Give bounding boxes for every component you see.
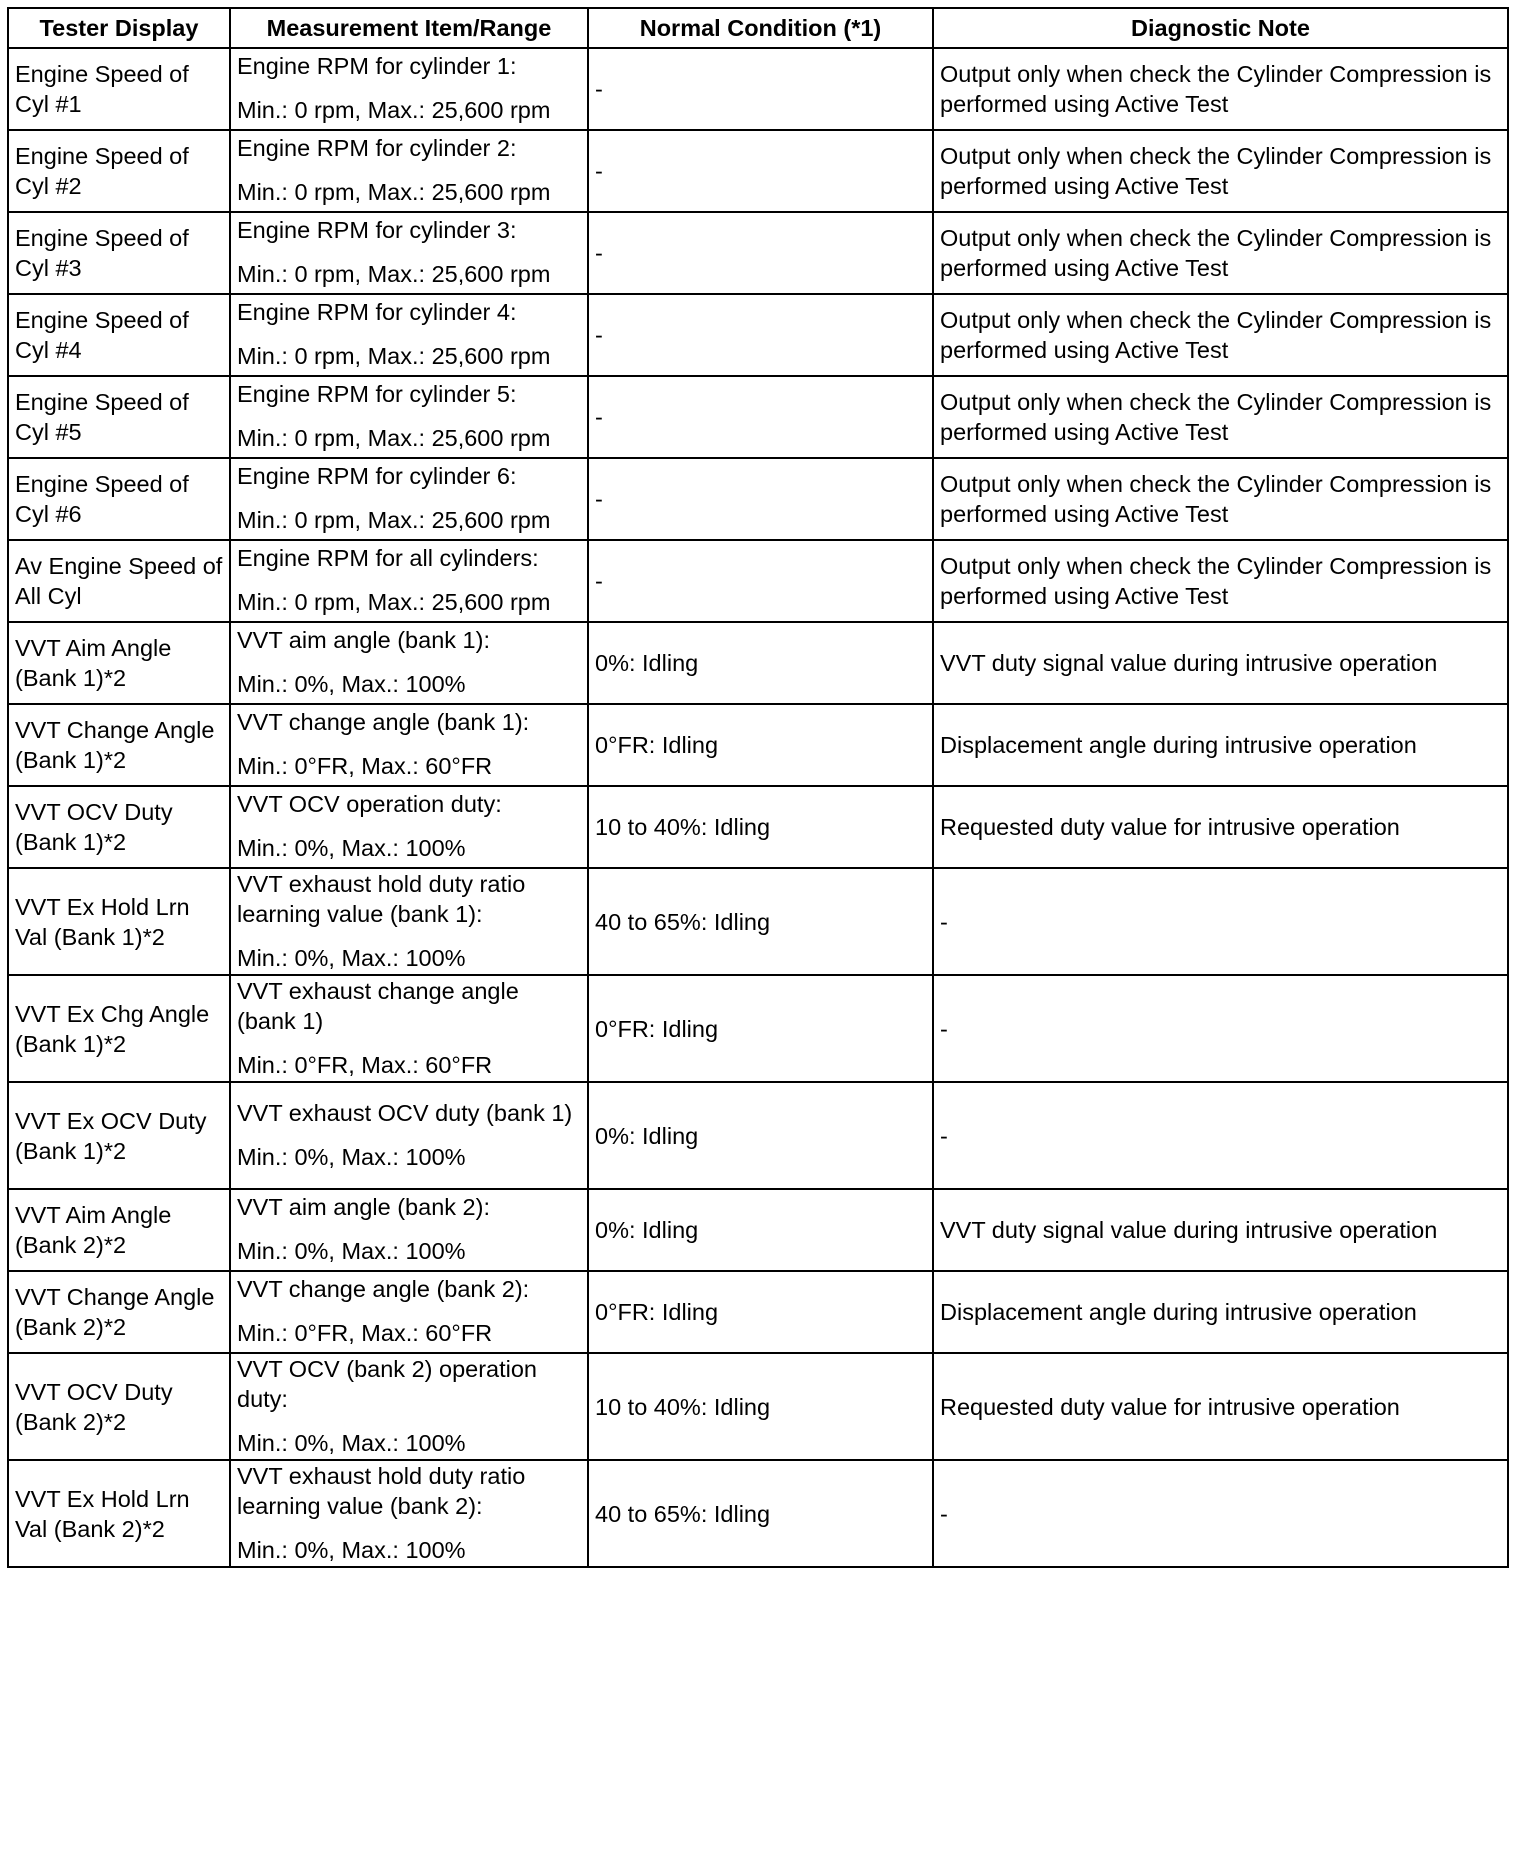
cell-normal-condition: - <box>588 458 933 540</box>
cell-diagnostic-note: - <box>933 975 1508 1082</box>
cell-normal-condition: 0°FR: Idling <box>588 975 933 1082</box>
cell-tester-display: Av Engine Speed of All Cyl <box>8 540 230 622</box>
table-row <box>8 1189 1508 1271</box>
cell-normal-condition: - <box>588 212 933 294</box>
cell-normal-condition: 0°FR: Idling <box>588 1271 933 1353</box>
header-normal-condition: Normal Condition (*1) <box>588 8 933 48</box>
table-row <box>8 868 1508 975</box>
cell-diagnostic-note: Output only when check the Cylinder Compression is performed using Active Test <box>933 294 1508 376</box>
measurement-range: Min.: 0%, Max.: 100% <box>237 1238 466 1264</box>
table-row <box>8 458 1508 540</box>
cell-tester-display: VVT Aim Angle (Bank 1)*2 <box>8 622 230 704</box>
measurement-item: VVT aim angle (bank 1): <box>237 627 490 653</box>
header-diagnostic-note: Diagnostic Note <box>933 8 1508 48</box>
cell-diagnostic-note: Output only when check the Cylinder Compression is performed using Active Test <box>933 48 1508 130</box>
measurement-item: Engine RPM for cylinder 5: <box>237 381 517 407</box>
cell-diagnostic-note: - <box>933 1460 1508 1567</box>
cell-diagnostic-note: Output only when check the Cylinder Compression is performed using Active Test <box>933 458 1508 540</box>
table-row <box>8 704 1508 786</box>
measurement-range: Min.: 0°FR, Max.: 60°FR <box>237 1051 493 1078</box>
table-row <box>8 1353 1508 1460</box>
measurement-item: VVT exhaust OCV duty (bank 1) <box>237 1099 573 1126</box>
cell-diagnostic-note: VVT duty signal value during intrusive operation <box>933 1189 1508 1271</box>
cell-tester-display: VVT Aim Angle (Bank 2)*2 <box>8 1189 230 1271</box>
measurement-item: VVT OCV operation duty: <box>237 791 502 817</box>
table-header <box>8 8 1508 48</box>
cell-normal-condition: - <box>588 48 933 130</box>
table-row <box>8 212 1508 294</box>
cell-normal-condition: - <box>588 130 933 212</box>
cell-normal-condition: 0°FR: Idling <box>588 704 933 786</box>
measurement-item: VVT change angle (bank 1): <box>237 709 530 735</box>
measurement-item: Engine RPM for cylinder 1: <box>237 53 517 79</box>
measurement-item: Engine RPM for cylinder 6: <box>237 463 517 489</box>
data-list-page <box>7 7 1509 1568</box>
table-body <box>8 48 1508 1567</box>
table-row <box>8 1082 1508 1189</box>
cell-diagnostic-note: Output only when check the Cylinder Compression is performed using Active Test <box>933 540 1508 622</box>
cell-tester-display: VVT OCV Duty (Bank 2)*2 <box>8 1353 230 1460</box>
measurement-range: Min.: 0%, Max.: 100% <box>237 835 466 861</box>
measurement-range: Min.: 0%, Max.: 100% <box>237 1536 466 1563</box>
measurement-range: Min.: 0°FR, Max.: 60°FR <box>237 1320 493 1346</box>
cell-normal-condition: - <box>588 294 933 376</box>
cell-tester-display: Engine Speed of Cyl #5 <box>8 376 230 458</box>
cell-measurement-item-range <box>230 1189 588 1271</box>
cell-diagnostic-note: - <box>933 868 1508 975</box>
cell-tester-display: Engine Speed of Cyl #4 <box>8 294 230 376</box>
table-row <box>8 130 1508 212</box>
cell-measurement-item-range <box>230 975 588 1082</box>
cell-measurement-item-range <box>230 704 588 786</box>
cell-normal-condition: 0%: Idling <box>588 1082 933 1189</box>
cell-normal-condition: 0%: Idling <box>588 1189 933 1271</box>
measurement-range: Min.: 0 rpm, Max.: 25,600 rpm <box>237 425 551 451</box>
header-row <box>8 8 1508 48</box>
cell-tester-display: VVT Ex Hold Lrn Val (Bank 2)*2 <box>8 1460 230 1567</box>
cell-measurement-item-range <box>230 48 588 130</box>
cell-diagnostic-note: Requested duty value for intrusive operation <box>933 786 1508 868</box>
measurement-range: Min.: 0 rpm, Max.: 25,600 rpm <box>237 261 551 287</box>
measurement-range: Min.: 0 rpm, Max.: 25,600 rpm <box>237 507 551 533</box>
measurement-range: Min.: 0%, Max.: 100% <box>237 1429 466 1456</box>
cell-measurement-item-range <box>230 1460 588 1567</box>
cell-normal-condition: - <box>588 540 933 622</box>
cell-measurement-item-range <box>230 1082 588 1189</box>
cell-measurement-item-range <box>230 868 588 975</box>
cell-tester-display: Engine Speed of Cyl #3 <box>8 212 230 294</box>
table-row <box>8 975 1508 1082</box>
cell-measurement-item-range <box>230 130 588 212</box>
measurement-item: VVT OCV (bank 2) operation duty: <box>237 1355 537 1412</box>
cell-diagnostic-note: Displacement angle during intrusive operation <box>933 1271 1508 1353</box>
cell-normal-condition: 40 to 65%: Idling <box>588 868 933 975</box>
cell-tester-display: VVT Ex Chg Angle (Bank 1)*2 <box>8 975 230 1082</box>
measurement-item: Engine RPM for cylinder 4: <box>237 299 517 325</box>
cell-diagnostic-note: Output only when check the Cylinder Compression is performed using Active Test <box>933 130 1508 212</box>
table-row <box>8 1460 1508 1567</box>
cell-diagnostic-note: Output only when check the Cylinder Compression is performed using Active Test <box>933 376 1508 458</box>
cell-measurement-item-range <box>230 294 588 376</box>
cell-tester-display: VVT Change Angle (Bank 2)*2 <box>8 1271 230 1353</box>
cell-diagnostic-note: Displacement angle during intrusive operation <box>933 704 1508 786</box>
table-row <box>8 1271 1508 1353</box>
measurement-item: VVT change angle (bank 2): <box>237 1276 530 1302</box>
cell-diagnostic-note: Output only when check the Cylinder Compression is performed using Active Test <box>933 212 1508 294</box>
cell-measurement-item-range <box>230 1271 588 1353</box>
measurement-range: Min.: 0 rpm, Max.: 25,600 rpm <box>237 343 551 369</box>
cell-measurement-item-range <box>230 786 588 868</box>
measurement-range: Min.: 0 rpm, Max.: 25,600 rpm <box>237 589 551 615</box>
measurement-item: Engine RPM for cylinder 3: <box>237 217 517 243</box>
measurement-range: Min.: 0°FR, Max.: 60°FR <box>237 753 493 779</box>
cell-tester-display: VVT Ex Hold Lrn Val (Bank 1)*2 <box>8 868 230 975</box>
cell-normal-condition: 10 to 40%: Idling <box>588 1353 933 1460</box>
table-row <box>8 786 1508 868</box>
header-tester-display: Tester Display <box>8 8 230 48</box>
measurement-item: Engine RPM for cylinder 2: <box>237 135 517 161</box>
table-row <box>8 294 1508 376</box>
measurement-item: VVT aim angle (bank 2): <box>237 1194 490 1220</box>
cell-normal-condition: 10 to 40%: Idling <box>588 786 933 868</box>
cell-measurement-item-range <box>230 376 588 458</box>
measurement-range: Min.: 0%, Max.: 100% <box>237 944 466 971</box>
cell-measurement-item-range <box>230 458 588 540</box>
cell-measurement-item-range <box>230 212 588 294</box>
measurement-item: Engine RPM for all cylinders: <box>237 545 539 571</box>
measurement-range: Min.: 0 rpm, Max.: 25,600 rpm <box>237 179 551 205</box>
table-row <box>8 376 1508 458</box>
cell-measurement-item-range <box>230 540 588 622</box>
header-measurement-item-range: Measurement Item/Range <box>230 8 588 48</box>
measurement-range: Min.: 0 rpm, Max.: 25,600 rpm <box>237 97 551 123</box>
cell-tester-display: VVT OCV Duty (Bank 1)*2 <box>8 786 230 868</box>
cell-measurement-item-range <box>230 1353 588 1460</box>
measurement-item: VVT exhaust hold duty ratio learning value (bank 2): <box>237 1462 526 1519</box>
cell-tester-display: Engine Speed of Cyl #6 <box>8 458 230 540</box>
cell-diagnostic-note: VVT duty signal value during intrusive operation <box>933 622 1508 704</box>
table-row <box>8 540 1508 622</box>
table-row <box>8 48 1508 130</box>
cell-measurement-item-range <box>230 622 588 704</box>
measurement-item: VVT exhaust change angle (bank 1) <box>237 977 519 1034</box>
cell-tester-display: Engine Speed of Cyl #2 <box>8 130 230 212</box>
table-row <box>8 622 1508 704</box>
measurement-range: Min.: 0%, Max.: 100% <box>237 671 466 697</box>
measurement-range: Min.: 0%, Max.: 100% <box>237 1143 466 1170</box>
cell-normal-condition: 0%: Idling <box>588 622 933 704</box>
cell-tester-display: Engine Speed of Cyl #1 <box>8 48 230 130</box>
data-list-table <box>7 7 1509 1568</box>
cell-diagnostic-note: - <box>933 1082 1508 1189</box>
cell-normal-condition: - <box>588 376 933 458</box>
cell-diagnostic-note: Requested duty value for intrusive operation <box>933 1353 1508 1460</box>
measurement-item: VVT exhaust hold duty ratio learning value (bank 1): <box>237 870 526 927</box>
cell-normal-condition: 40 to 65%: Idling <box>588 1460 933 1567</box>
cell-tester-display: VVT Change Angle (Bank 1)*2 <box>8 704 230 786</box>
cell-tester-display: VVT Ex OCV Duty (Bank 1)*2 <box>8 1082 230 1189</box>
